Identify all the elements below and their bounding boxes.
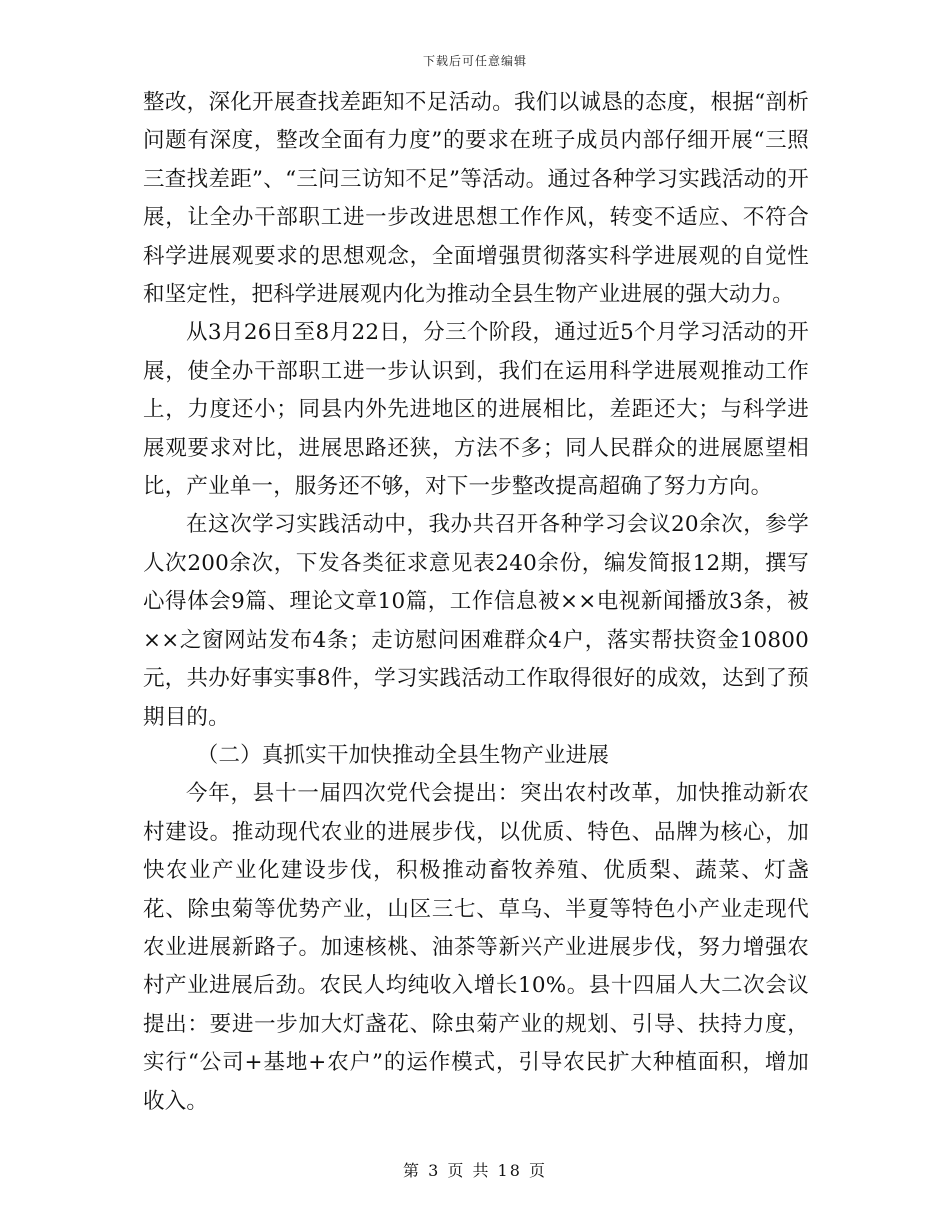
paragraph-activity-results: 在这次学习实践活动中，我办共召开各种学习会议20余次，参学人次200余次，下发各类征求意见表240余份，编发简报12期，撰写心得体会9篇、理论文章10篇，工作信息被××电视新闻播放3条，被××之窗网站发布4条；走访慰问困难群众4户，落实帮扶资金10800元，共办好事实事8件，学习实践活动工作取得很好的成效，达到了预期目的。 — [143, 512, 809, 730]
paragraph-industry-development: 今年，县十一届四次党代会提出：突出农村改革，加快推动新农村建设。推动现代农业的进展步伐，以优质、特色、品牌为核心，加快农业产业化建设步伐，积极推动畜牧养殖、优质梨、蔬菜、灯盏花、除虫菊等优势产业，山区三七、草乌、半夏等特色小产业走现代农业进展新路子。加速核桃、油茶等新兴产业进展步伐，努力增强农村产业进展后劲。农民人均纯收入增长10%。县十四届人大二次会议提出：要进一步加大灯盏花、除虫菊产业的规划、引导、扶持力度，实行“公司+基地+农户”的运作模式，引导农民扩大种植面积，增加收入。 — [143, 781, 809, 1114]
paragraph-continuation: 整改，深化开展查找差距知不足活动。我们以诚恳的态度，根据“剖析问题有深度，整改全面有力度”的要求在班子成员内部仔细开展“三照三查找差距”、“三问三访知不足”等活动。通过各种学习实践活动的开展，让全办干部职工进一步改进思想工作作风，转变不适应、不符合科学进展观要求的思想观念，全面增强贯彻落实科学进展观的自觉性和坚定性，把科学进展观内化为推动全县生物产业进展的强大动力。 — [143, 90, 809, 308]
paragraph-learning-stages: 从3月26日至8月22日，分三个阶段，通过近5个月学习活动的开展，使全办干部职工进一步认识到，我们在运用科学进展观推动工作上，力度还小；同县内外先进地区的进展相比，差距还大；与科学进展观要求对比，进展思路还狭，方法不多；同人民群众的进展愿望相比，产业单一，服务还不够，对下一步整改提高超确了努力方向。 — [143, 320, 809, 500]
page-header: 下载后可任意编辑 — [422, 54, 527, 68]
document-body — [143, 84, 809, 1121]
section-heading: （二）真抓实干加快推动全县生物产业进展 — [196, 742, 610, 768]
page-number: 第 3 页 共 18 页 — [403, 1161, 547, 1180]
